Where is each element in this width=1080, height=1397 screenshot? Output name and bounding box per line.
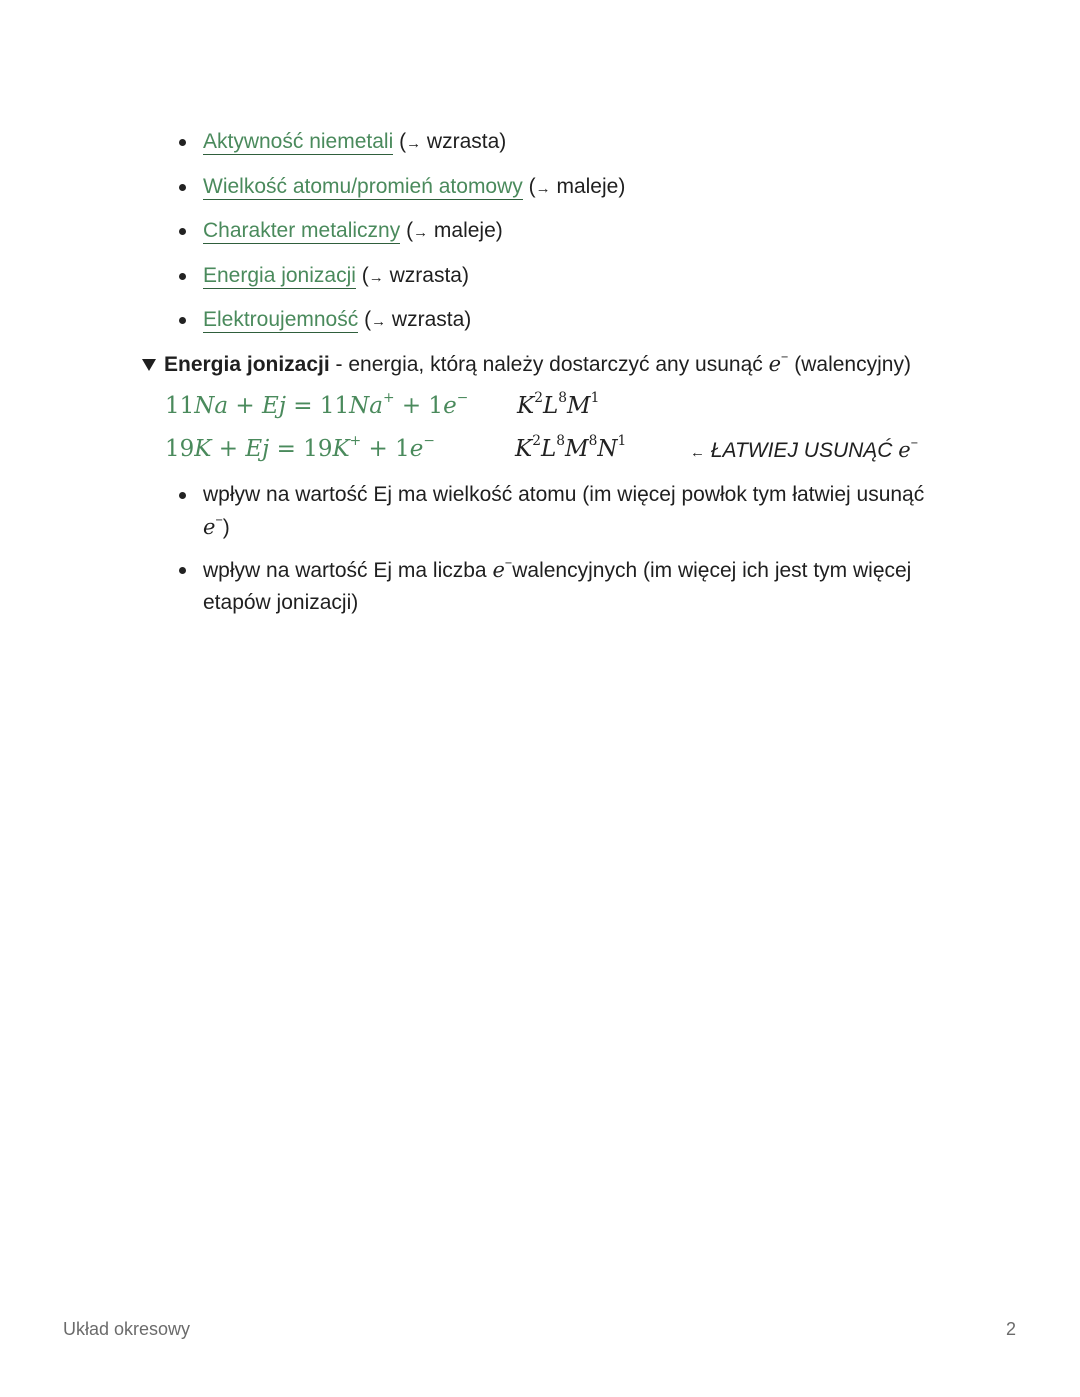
link-energia-jonizacji[interactable]: Energia jonizacji [203,264,356,287]
footer-title: Układ okresowy [63,1319,191,1339]
eq-part: = 11 [285,393,350,419]
eq-part: = 19 [269,436,333,462]
shell-symbol: L [542,393,559,419]
shell-symbol: M [565,436,589,462]
shell-count: 8 [588,433,598,450]
shell-count: 1 [590,390,600,407]
arrow-right-icon: → [406,135,422,152]
eq-charge: − [456,390,469,407]
eq-charge: + [382,390,395,407]
bullet-text: wpływ na wartość Ej ma liczba [203,559,493,582]
bullet-dot [179,567,186,574]
arrow-right-icon: → [368,269,384,286]
arrow-right-icon: → [413,224,429,241]
paren: ( [406,219,414,242]
list-item [203,554,963,619]
eq-part: K [194,436,212,462]
list-item [203,127,506,159]
toggle-title: Energia jonizacji [164,353,330,376]
bullet-text: walencyjnych (im więcej ich jest tym więcej [512,559,912,582]
eq-part: Ej [262,393,286,419]
shell-count: 2 [534,390,543,407]
bullet-dot [179,184,186,191]
eq-part: + [228,393,263,419]
toggle-triangle-icon[interactable] [142,359,156,371]
eq-part: K [332,436,350,462]
list-item [203,305,471,337]
eq-part: 11 [165,393,195,419]
shell-count: 1 [617,433,627,450]
electron-symbol: e [492,558,505,582]
paren: ( [528,175,536,198]
electron-symbol: e [768,352,782,376]
eq-part: + 1 [361,436,410,462]
arrow-right-icon: → [371,313,387,330]
bullet-dot [179,317,186,324]
link-aktywnosc-niemetali[interactable]: Aktywność niemetali [203,130,394,153]
easy-note [690,435,918,468]
config-na [517,391,599,421]
electron-charge: − [781,350,789,364]
electron-charge: − [504,556,513,570]
config-k [515,434,626,464]
paren: ( [361,264,369,287]
eq-part: + [211,436,246,462]
paren: ( [399,130,407,153]
shell-count: 8 [556,433,566,450]
trend-text: maleje) [428,219,503,242]
trend-text: maleje) [550,175,626,198]
shell-symbol: K [517,393,535,419]
eq-charge: − [423,433,435,450]
equation-na [165,391,468,421]
list-item [203,479,963,544]
paren: ( [364,308,372,331]
trend-text: wzrasta) [421,130,507,153]
eq-part: e [409,436,424,462]
page-number: 2 [1006,1319,1017,1339]
bullet-dot [179,228,186,235]
eq-part: e [443,393,457,419]
list-item [203,261,469,293]
bullet-dot [179,139,186,146]
arrow-right-icon: → [535,180,551,197]
eq-part: 19 [165,436,195,462]
toggle-heading [164,349,911,380]
eq-part: Ej [245,436,270,462]
easy-note-text: ŁATWIEJ USUNĄĆ [705,439,899,462]
list-item [203,216,503,248]
shell-symbol: K [515,436,533,462]
toggle-tail: (walencyjny) [788,353,911,376]
shell-symbol: N [597,436,618,462]
arrow-left-icon: ← [690,444,705,461]
bullet-dot [179,492,186,499]
shell-count: 2 [532,433,541,450]
trend-text: wzrasta) [386,308,472,331]
link-elektroujemnosc[interactable]: Elektroujemność [203,308,359,331]
equation-k [165,434,435,464]
electron-charge: − [215,513,223,527]
eq-part: Na [194,393,229,419]
electron-symbol: e [898,438,911,462]
bullet-dot [179,273,186,280]
bullet-tail: ) [222,516,230,539]
electron-charge: − [910,436,919,450]
trend-text: wzrasta) [383,264,469,287]
shell-symbol: L [540,436,557,462]
toggle-text: - energia, którą należy dostarczyć any usunąć [329,353,769,376]
bullet-text: etapów jonizacji) [203,591,359,614]
eq-part: + 1 [394,393,444,419]
electron-symbol: e [203,515,216,539]
link-charakter-metaliczny[interactable]: Charakter metaliczny [203,219,401,242]
eq-part: Na [349,393,383,419]
link-wielkosc-atomu[interactable]: Wielkość atomu/promień atomowy [203,175,523,198]
shell-symbol: M [567,393,591,419]
bullet-text: wpływ na wartość Ej ma wielkość atomu (im więcej powłok tym łatwiej usunąć [203,483,925,506]
eq-charge: + [349,433,362,450]
shell-count: 8 [558,390,568,407]
list-item [203,172,625,204]
